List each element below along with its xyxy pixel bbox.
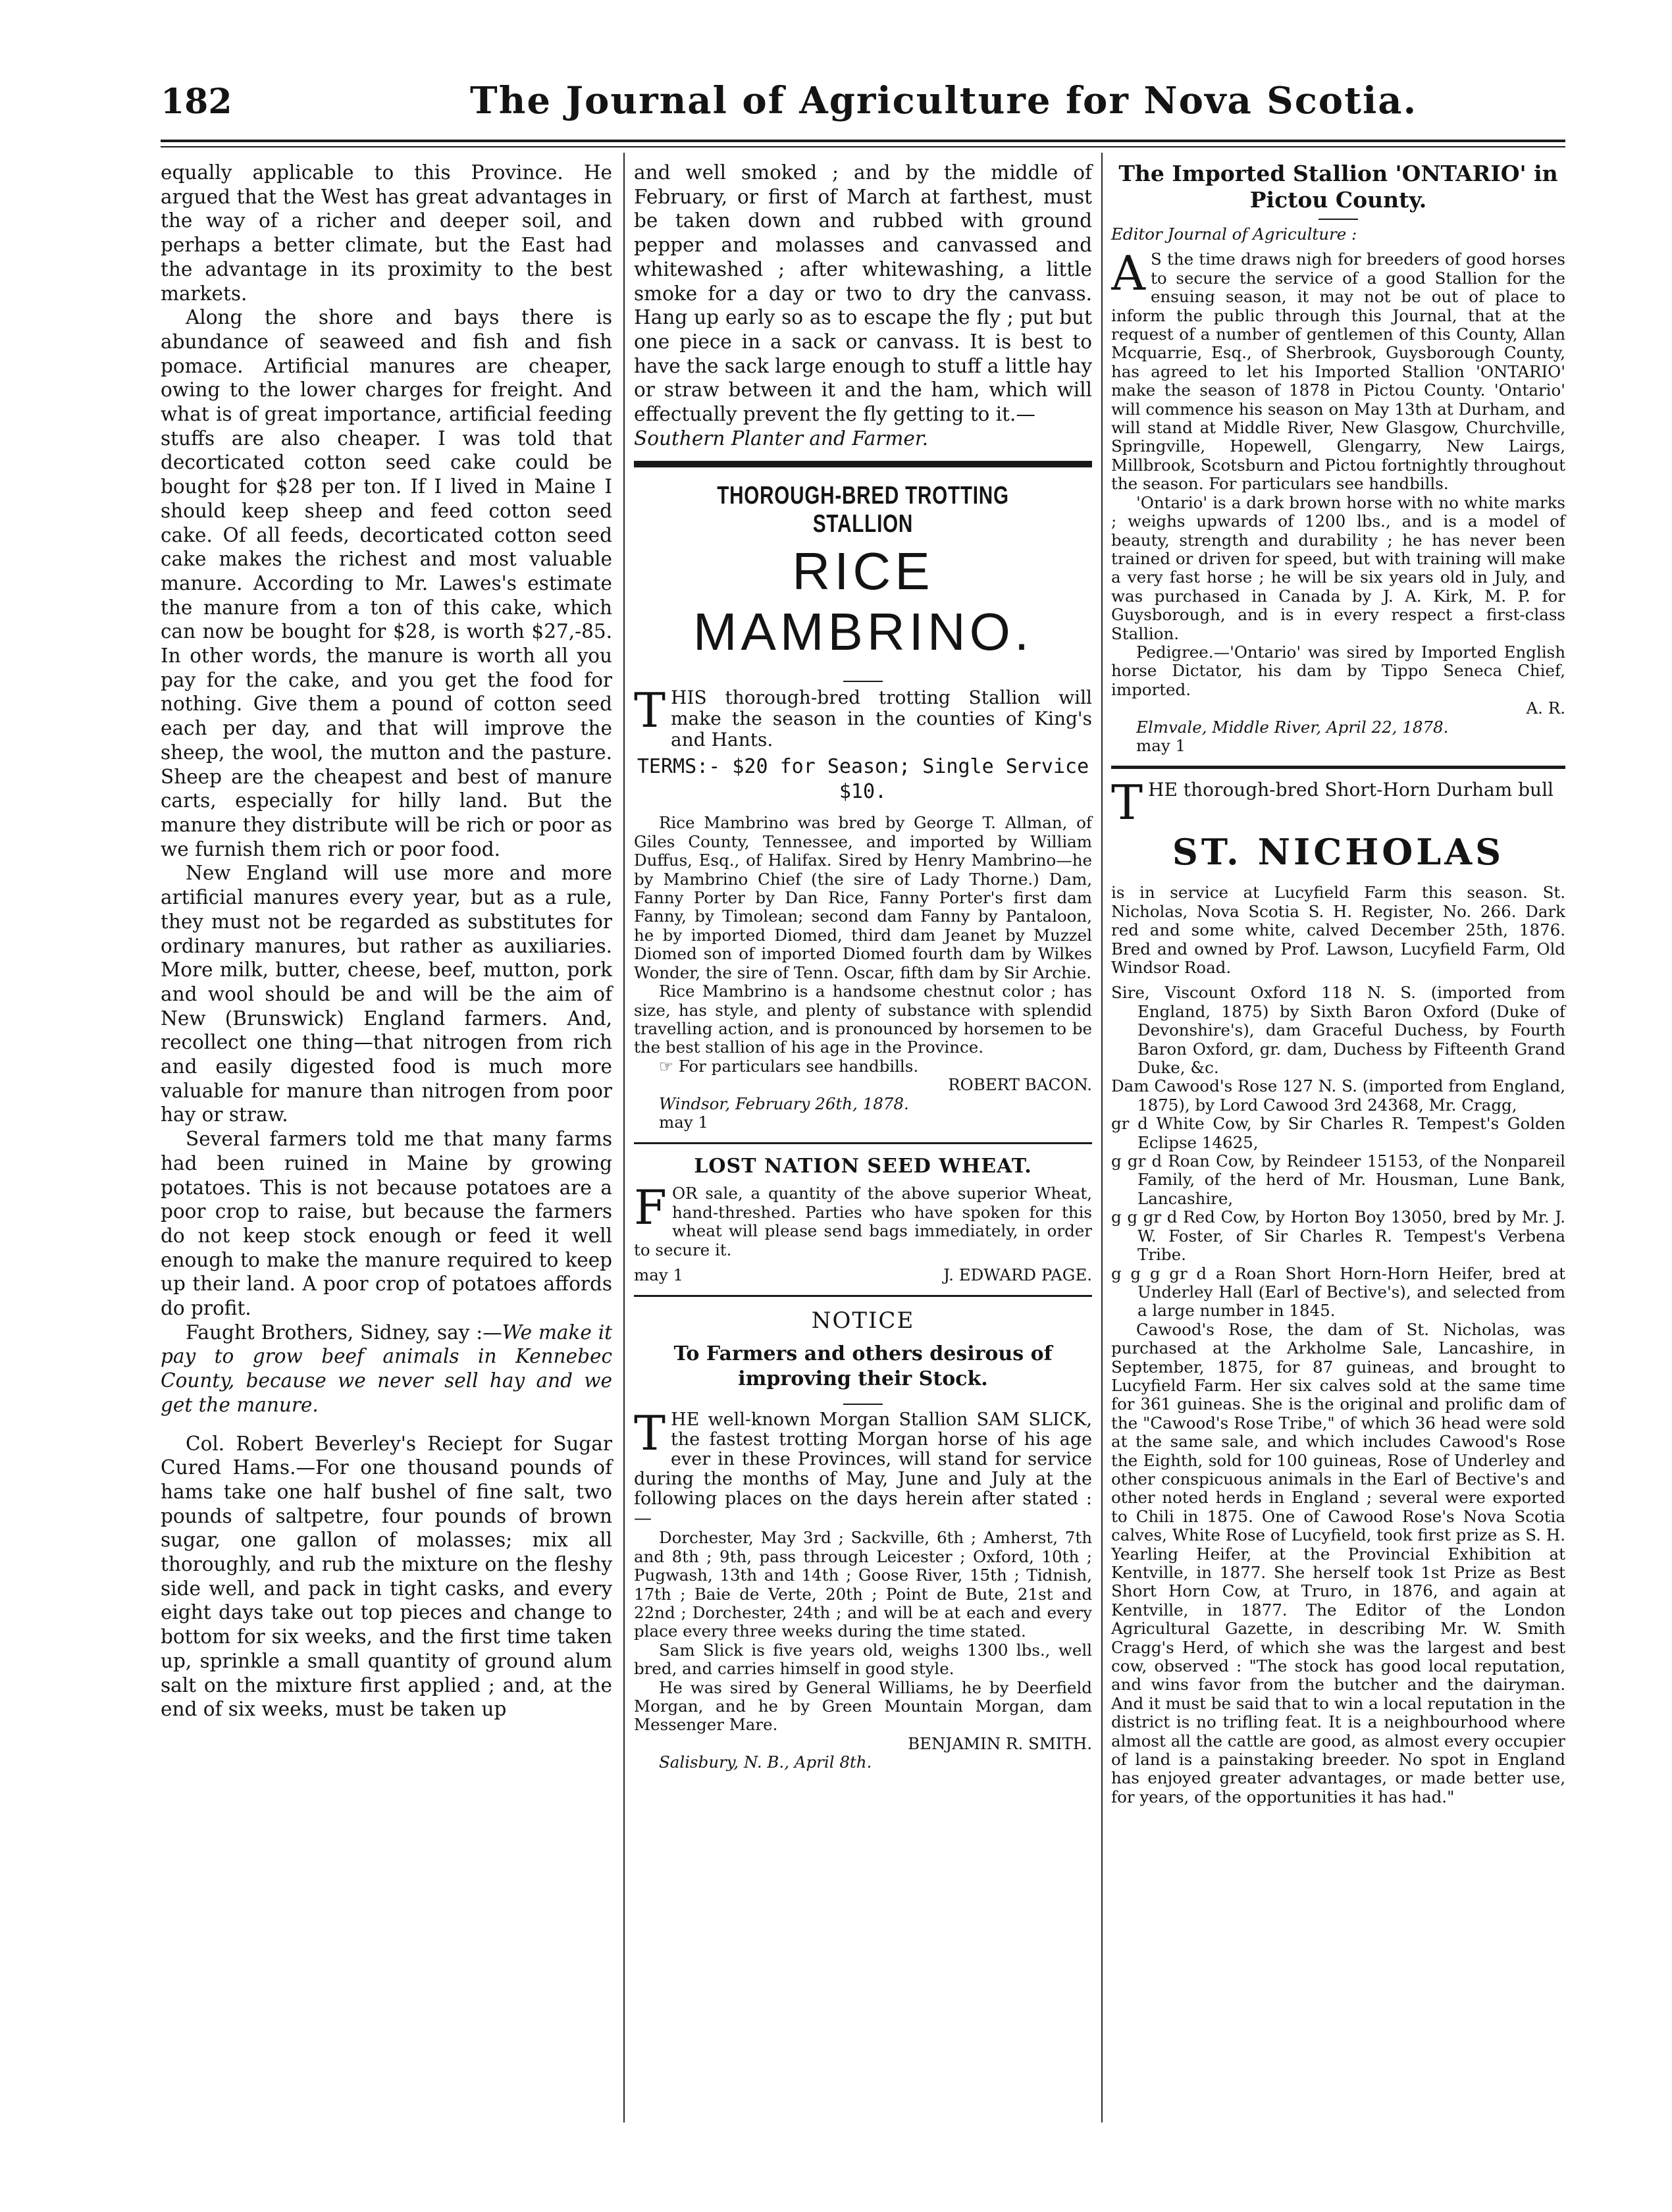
section-rule bbox=[1111, 766, 1565, 769]
quote-lead: Faught Brothers, Sidney, say :— bbox=[186, 1321, 502, 1344]
ad-body: Rice Mambrino is a handsome chestnut color ; has size, has style, and plenty of substance with splendid travelling action, and is pronounced by horsemen to be the best stallion of his age in the Province. bbox=[634, 982, 1092, 1057]
section-rule bbox=[634, 1142, 1092, 1144]
ad-place-date: Salisbury, N. B., April 8th. bbox=[659, 1752, 872, 1772]
ad-signer: BENJAMIN R. SMITH. bbox=[908, 1733, 1092, 1753]
pedigree-line: g g gr d Red Cow, by Horton Boy 13050, bred by Mr. J. W. Foster, of Sir Charles R. Tempest's Verbena Tribe. bbox=[1111, 1207, 1565, 1265]
article-continuation: and well smoked ; and by the middle of February, or first of March at farthest, must be taken down and rubbed with ground pepper and molasses and canvassed and whitewashed ; after whitewashing, a little smoke for a day or two to dry the canvass. Hang up early so as to escape the fly ; put but one piece in a sack or canvass. It is best to have the sack large enough to stuff a little hay or straw between it and the ham, which will effectually prevent the fly getting to it.— bbox=[634, 161, 1092, 426]
letter-initials: A. R. bbox=[1526, 698, 1565, 718]
pedigree-line: Sire, Viscount Oxford 118 N. S. (imported from England, 1875) by Sixth Baron Oxford (Duke of Devonshire's), dam Graceful Duchess, by Fourth Baron Oxford, gr. dam, Duchess by Fifteenth Grand Duke, &c. bbox=[1111, 983, 1565, 1078]
ad-intro: HE thorough-bred Short-Horn Durham bull bbox=[1148, 779, 1554, 801]
ad-code: may 1 bbox=[634, 1265, 684, 1284]
ad-intro: HIS thorough-bred trotting Stallion will make the season in the counties of King's and Hants. bbox=[671, 687, 1092, 751]
header-rule-thin bbox=[161, 146, 1565, 147]
running-title: The Journal of Agriculture for Nova Scotia. bbox=[470, 79, 1418, 122]
drop-cap: T bbox=[1111, 779, 1143, 824]
ad-body: HE well-known Morgan Stallion SAM SLICK, the fastest trotting Morgan horse of his age ever in these Provinces, will stand for service during the months of May, June and July at the following places on the days herein after stated :— bbox=[634, 1410, 1092, 1529]
ad-terms: TERMS:- $20 for Season; Single Service $10. bbox=[637, 755, 1089, 804]
ad-body: Dorchester, May 3rd ; Sackville, 6th ; Amherst, 7th and 8th ; 9th, pass through Leicester ; Oxford, 10th ; Pugwash, 13th and 14th ; Goose River, 15th ; Tidnish, 17th ; Baie de Verte, 20th ; Point de Bute, 21st and 22nd ; Dorchester, 24th ; and will be at each and every place every three weeks during the time stated. bbox=[634, 1528, 1092, 1641]
ad-title: RICE MAMBRINO. bbox=[692, 542, 1033, 662]
ad-body: is in service at Lucyfield Farm this season. St. Nicholas, Nova Scotia S. H. Register, No. 266. Dark red and some white, calved December 25th, 1876. Bred and owned by Prof. Lawson, Lucyfield Farm, Old Windsor Road. bbox=[1111, 883, 1565, 977]
pedigree-line: gr d White Cow, by Sir Charles R. Tempest's Golden Eclipse 14625, bbox=[1111, 1114, 1565, 1152]
ad-body: Cawood's Rose, the dam of St. Nicholas, was purchased at the Arkholme Sale, Lancashire, in September, 1875, for 87 guineas, and brought to Lucyfield Farm. Her six calves sold at the same time for 361 guineas. She is the original and prolific dam of the "Cawood's Rose Tribe," of which 36 head were sold at the same sale, and which includes Cawood's Rose the Eighth, sold for 100 guineas, Rose of Underley and other conspicuous animals in the Earl of Bective's and other noted herds in England ; several were exported to Chili in 1875. One of Cawood Rose's Nova Scotia calves, White Rose of Lucyfield, took first prize as S. H. Yearling Heifer, at the Provincial Exhibition at Kentville, in 1877. She herself took 1st Prize as Best Short Horn Cow, at Truro, in 1876, and again at Kentville, in 1877. The Editor of the London Agricultural Gazette, in describing Mr. W. Smith Cragg's Herd, of which she was the largest and best cow, observed : "The stock has good local reputation, and wins favor from the butcher and the dairyman. And it must be said that to win a local reputation in the district is no trifling feat. It is a neighbourhood where almost all the cattle are good, as almost every occupier of land is a painstaking breeder. No spot in England has enjoyed greater advantages, or made better use, for years, of the opportunities it has had." bbox=[1111, 1319, 1565, 1806]
ad-signer: J. EDWARD PAGE. bbox=[943, 1265, 1092, 1284]
letter-code: may 1 bbox=[1136, 735, 1186, 755]
page-number: 182 bbox=[161, 82, 232, 122]
letter-title: The Imported Stallion 'ONTARIO' in Pictou County. bbox=[1118, 161, 1558, 213]
ad-title: LOST NATION SEED WHEAT. bbox=[694, 1155, 1032, 1178]
article-paragraph: equally applicable to this Province. He argued that the West has great advantages in the way of a richer and deeper soil, and perhaps a better climate, but the East had the advantage in its proximity to the best markets. bbox=[161, 161, 612, 305]
notice-subtitle: To Farmers and others desirous of improving their Stock. bbox=[673, 1342, 1053, 1391]
article-paragraph-quote bbox=[161, 1321, 612, 1417]
recipe-paragraph: Col. Robert Beverley's Reciept for Sugar Cured Hams.—For one thousand pounds of hams take one half bushel of fine salt, two pounds of saltpetre, four pounds of brown sugar, one gallon of molasses; mix all thoroughly, and rub the mixture on the fleshy side well, and pack in tight casks, and every eight days take out top pieces and change to bottom for six weeks, and the first time taken up, sprinkle a small quantity of ground alum salt on the mixture first applied ; and, at the end of six weeks, must be taken up bbox=[161, 1432, 612, 1721]
letter-salutation: Editor Journal of Agriculture : bbox=[1111, 224, 1357, 244]
pedigree-line: Dam Cawood's Rose 127 N. S. (imported from England, 1875), by Lord Cawood 3rd 24368, Mr. Cragg, bbox=[1111, 1076, 1565, 1115]
letter-place-date: Elmvale, Middle River, April 22, 1878. bbox=[1136, 717, 1449, 737]
advertisement-st-nicholas bbox=[1111, 779, 1565, 1806]
pedigree-line: g g g gr d a Roan Short Horn-Horn Heifer, bred at Underley Hall (Earl of Bective's), and selected from a large number in 1845. bbox=[1111, 1263, 1565, 1321]
drop-cap: F bbox=[634, 1184, 667, 1236]
article-paragraph: New England will use more and more artificial manures every year, but as a rule, they must not be regarded as substitutes for ordinary manures, but rather as auxiliaries. More milk, butter, cheese, beef, mutton, pork and wool should be and will be the aim of New (Brunswick) England farmers. And, recollect one thing—that nitrogen from rich and easily digested food is much more valuable for manure than nitrogen from poor hay or straw. bbox=[161, 862, 612, 1126]
article-paragraph: Along the shore and bays there is abundance of seaweed and fish and fish pomace. Artificial manures are cheaper, owing to the lower charges for freight. And what is of great importance, artificial feeding stuffs are also cheaper. I was told that decorticated cotton seed cake could be bought for $28 per ton. If I lived in Maine I should keep sheep and feed cotton seed cake. Of all feeds, decorticated cotton seed cake makes the richest and most valuable manure. According to Mr. Lawes's estimate the manure from a ton of this cake, which can now be bought for $28, is worth $27,-85. In other words, the manure is worth all you pay for the cake, and you get the food for nothing. Give them a pound of cotton seed each per day, and that will improve the sheep, the wool, the mutton and the pasture. Sheep are the cheapest and best of manure carts, especially for hilly land. But the manure they distribute will be rich or poor as we furnish them rich or poor food. bbox=[161, 306, 612, 860]
column-divider-right bbox=[1101, 153, 1103, 2122]
ad-code: may 1 bbox=[659, 1112, 709, 1132]
advertisement-rice-mambrino bbox=[634, 482, 1092, 1132]
ad-particulars: ☞ For particulars see handbills. bbox=[659, 1056, 919, 1076]
ad-body: He was sired by General Williams, he by Deerfield Morgan, and he by Green Mountain Morgan, dam Messenger Mare. bbox=[634, 1677, 1092, 1735]
ad-body: OR sale, a quantity of the above superior Wheat, hand-threshed. Parties who have spoken for this wheat will please send bags immediately, in order to secure it. bbox=[634, 1184, 1092, 1259]
ad-signer: ROBERT BACON. bbox=[948, 1075, 1092, 1095]
pedigree-line: g gr d Roan Cow, by Reindeer 15153, of the Nonpareil Family, of the herd of Mr. Housman, Lune Bank, Lancashire, bbox=[1111, 1151, 1565, 1208]
column-1 bbox=[161, 161, 612, 1722]
article-source: Southern Planter and Farmer. bbox=[634, 427, 929, 450]
notice-title: NOTICE bbox=[811, 1307, 915, 1334]
quote-text: We make it pay to grow beef animals in Kennebec County, because we never sell hay and we get the manure. bbox=[161, 1321, 613, 1416]
ad-kicker: THOROUGH-BRED TROTTING STALLION bbox=[717, 482, 1009, 539]
ad-body: Sam Slick is five years old, weighs 1300 lbs., well bred, and carries himself in good style. bbox=[634, 1640, 1092, 1679]
letter-body: S the time draws nigh for breeders of good horses to secure the service of a good Stallion for the ensuing season, it may not be out of place to inform the public through this Journal, that at the request of a number of gentlemen of this County, Allan Mcquarrie, Esq., of Sherbrook, Guysborough County, has agreed to let his Imported Stallion 'ONTARIO' make the season of 1878 in Pictou County. 'Ontario' will commence his season on May 13th at Durham, and will stand at Middle River, New Glasgow, Churchville, Springville, Hopewell, Glengarry, New Lairgs, Millbrook, Scotsburn and Pictou fortnightly throughout the season. For particulars see handbills. bbox=[1111, 250, 1565, 494]
letter-body: 'Ontario' is a dark brown horse with no white marks ; weighs upwards of 1200 lbs., and is a model of beauty, strength and durability ; he has never been trained or driven for speed, but with training will make a very fast horse ; he will be six years old in July, and was purchased in Canada by J. A. Kirk, M. P. for Guysborough, and is in every respect a first-class Stallion. bbox=[1111, 492, 1565, 643]
advertisement-notice bbox=[634, 1307, 1092, 1772]
header-rule bbox=[161, 140, 1565, 142]
drop-cap: A bbox=[1111, 250, 1145, 302]
letter-ontario bbox=[1111, 161, 1565, 755]
ad-title: ST. NICHOLAS bbox=[1172, 831, 1505, 874]
section-rule bbox=[634, 461, 1092, 467]
section-rule bbox=[634, 1295, 1092, 1297]
article-paragraph: Several farmers told me that many farms had been ruined in Maine by growing potatoes. This is not because potatoes are a poor crop to raise, but because the farmers do not keep stock enough or feed it well enough to make the manure required to keep up their land. A poor crop of potatoes affords do profit. bbox=[161, 1128, 612, 1320]
ad-signature-line bbox=[634, 1266, 1092, 1284]
page-header bbox=[161, 79, 1565, 132]
drop-cap: T bbox=[634, 1410, 666, 1462]
column-3 bbox=[1111, 161, 1565, 1806]
short-rule bbox=[1319, 219, 1358, 220]
column-2 bbox=[634, 161, 1092, 1772]
column-divider-left bbox=[623, 153, 625, 2122]
drop-cap: T bbox=[634, 687, 666, 739]
advertisement-seed-wheat bbox=[634, 1155, 1092, 1284]
letter-body: Pedigree.—'Ontario' was sired by Imported English horse Dictator, his dam by Tippo Seneca Chief, imported. bbox=[1111, 642, 1565, 699]
ad-place-date: Windsor, February 26th, 1878. bbox=[659, 1093, 909, 1113]
ad-body: Rice Mambrino was bred by George T. Allman, of Giles County, Tennessee, and imported by William Duffus, Esq., of Halifax. Sired by Henry Mambrino—he by Mambrino Chief (the sire of Lady Thorne.) Dam, Fanny Porter by Dan Rice, Fanny Porter's first dam Fanny, by Timolean; second dam Fanny by Pantaloon, he by imported Diomed, third dam Jeanet by Muzzel Diomed son of imported Diomed fourth dam by Wilkes Wonder, the sire of Tenn. Oscar, fifth dam by Sir Archie. bbox=[634, 813, 1092, 982]
short-rule bbox=[843, 1404, 883, 1405]
short-rule bbox=[843, 681, 883, 682]
